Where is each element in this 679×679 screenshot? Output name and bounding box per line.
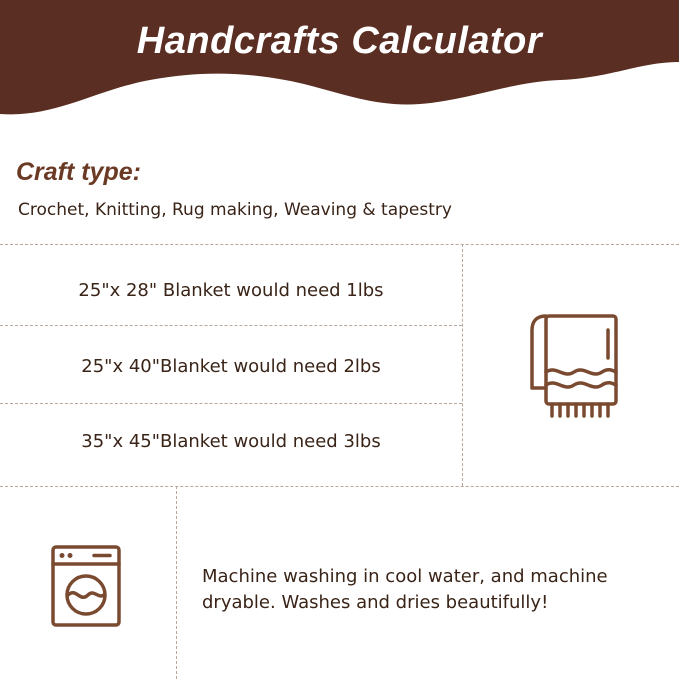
divider	[0, 403, 462, 404]
divider	[0, 486, 679, 487]
divider	[176, 486, 177, 679]
craft-type-list: Crochet, Knitting, Rug making, Weaving & tapestry	[18, 200, 452, 220]
divider	[462, 244, 463, 486]
blanket-size-row: 25"x 40"Blanket would need 2lbs	[81, 356, 381, 377]
washing-machine-icon	[50, 544, 122, 632]
blanket-size-row: 35"x 45"Blanket would need 3lbs	[81, 431, 381, 452]
craft-type-heading: Craft type:	[16, 158, 142, 186]
divider	[0, 325, 462, 326]
page-title: Handcrafts Calculator	[136, 20, 543, 62]
towel-icon	[526, 310, 622, 424]
divider	[0, 244, 679, 245]
header-banner	[0, 0, 679, 120]
blanket-size-row: 25"x 28" Blanket would need 1lbs	[78, 280, 384, 301]
care-instructions: Machine washing in cool water, and machine dryable. Washes and dries beautifully!	[202, 566, 608, 613]
